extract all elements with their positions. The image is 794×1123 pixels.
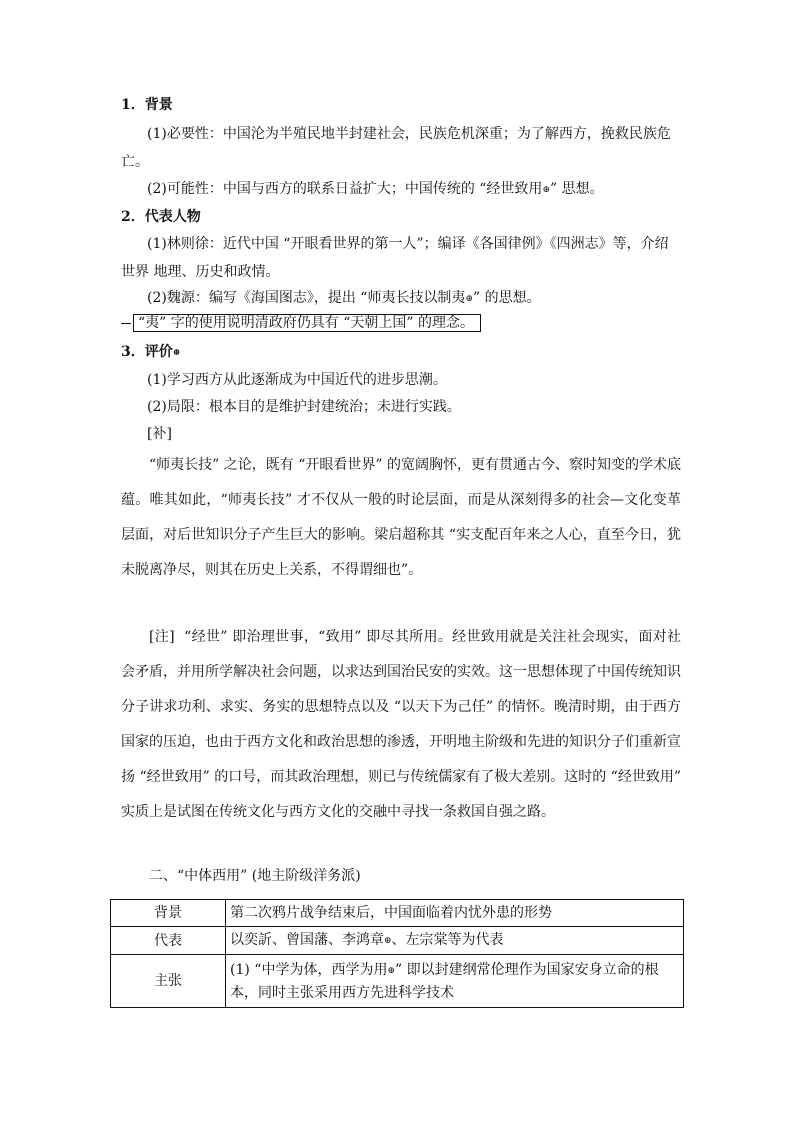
heading-background: 1．背景 [121,97,173,113]
row-label: 主张 [111,955,226,1008]
annotation-marker-icon: ⊕ [465,294,473,304]
table-row [111,900,684,927]
section-title-zhongti-xiyong: 二、“中体西用” (地主阶级洋务派) [149,868,361,884]
necessity-line-cont: 亡。 [121,154,149,170]
necessity-line: (1)必要性：中国沦为半殖民地半封建社会，民族危机深重；为了解西方，挽救民族危 [147,126,671,142]
annotation-marker-icon: ⊕ [172,348,181,358]
annotation-marker-icon: ⊕ [384,936,392,946]
lin-zexu-line-cont: 世界 地理、历史和政情。 [121,264,280,280]
row-value: 以奕訢、曾国藩、李鸿章⊕、左宗棠等为代表 [226,927,684,955]
evaluation-line-1: (1)学习西方从此逐渐成为中国近代的进步思潮。 [147,372,447,388]
table-row [111,927,684,955]
row-value: (1) “中学为体，西学为用⊕” 即以封建纲常伦理作为国家安身立命的根本，同时主张采用西方先进科学技术 [226,955,684,1008]
row-value: 第二次鸦片战争结束后，中国面临着内忧外患的形势 [226,900,684,927]
wei-yuan-line: (2)魏源：编写《海国图志》，提出 “师夷长技以制夷⊕” 的思想。 [147,290,541,306]
possibility-line: (2)可能性：中国与西方的联系日益扩大；中国传统的 “经世致用⊕” 思想。 [147,181,604,197]
heading-representatives: 2．代表人物 [121,209,201,225]
row-label: 背景 [111,900,226,927]
supplement-paragraph: “师夷长技” 之论，既有 “开眼看世界” 的宽阔胸怀，更有贯通古今、察时知变的学术底蕴。唯其如此，“师夷长技” 才不仅从一般的时论层面，而是从深刻得多的社会—文化变革层面，对后世知识分子产生巨大的影响。梁启超称其 “实支配百年来之人心，直至今日，犹未脱离净尽，则其在历史上关系，不得谓细也”。 [121,457,681,578]
annotation-marker-icon: ⊕ [542,185,550,195]
heading-evaluation: 3．评价⊕ [121,344,181,360]
row-label: 代表 [111,927,226,955]
annotation-marker-icon: ⊕ [387,965,395,976]
evaluation-line-2: (2)局限：根本目的是维护封建统治；未进行实践。 [147,399,461,415]
lin-zexu-line: (1)林则徐：近代中国 “开眼看世界的第一人”；编译《各国律例》《四洲志》等，介绍 [147,236,669,252]
note-paragraph: [注] “经世” 即治理世事，“致用” 即尽其所用。经世致用就是关注社会现实，面对社会矛盾，并用所学解决社会问题，以求达到国治民安的实效。这一思想体现了中国传统知识分子讲求功利、求实、务实的思想特点以及 “以天下为己任” 的情怀。晚清时期，由于西方国家的压迫，也由于西方文化和政治思想的渗透，开明地主阶级和先进的知识分子们重新宣扬 “经世致用” 的口号，而其政治理想，则已与传统儒家有了极大差别。这时的 “经世致用” 实质上是试图在传统文化与西方文化的交融中寻找一条救国自强之路。 [121,629,681,820]
table-row [111,955,684,1008]
leader-line [121,323,131,324]
boxed-note: “夷” 字的使用说明清政府仍具有 “天朝上国” 的理念。 [121,313,481,333]
supplement-tag: [补] [147,426,172,442]
westernization-table [110,899,684,1008]
